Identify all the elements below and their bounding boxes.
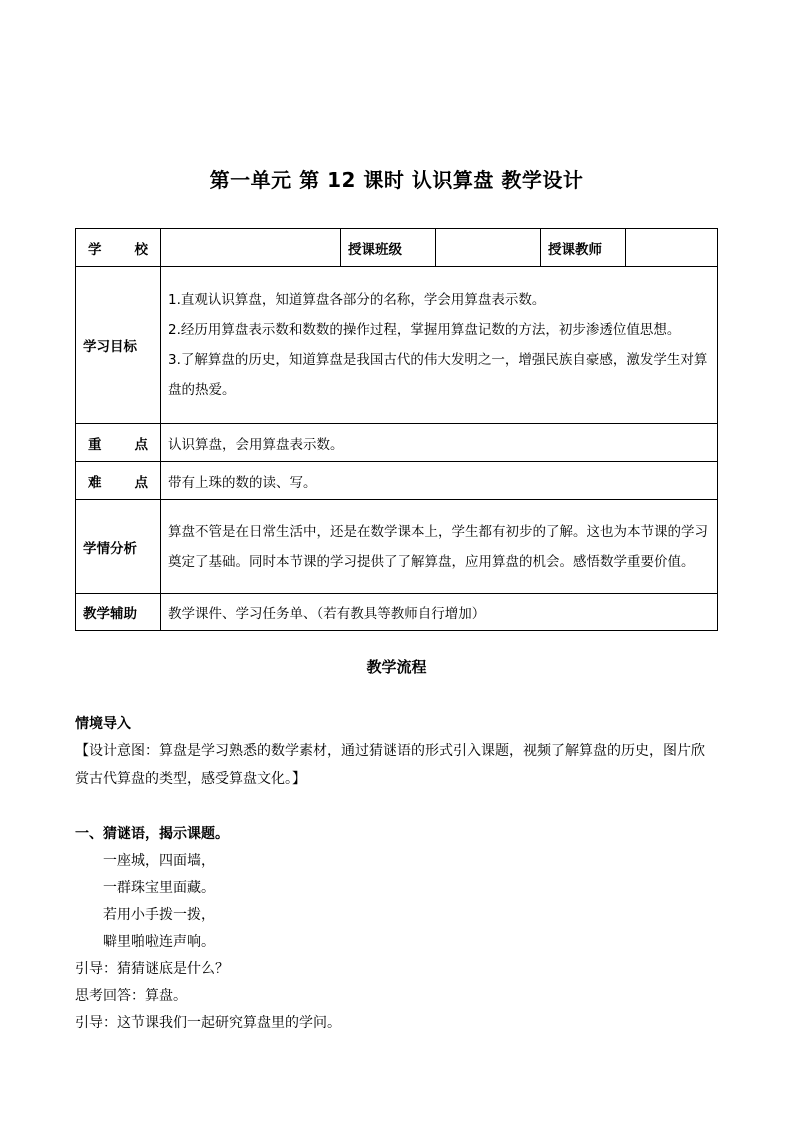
info-row-key <box>76 424 718 462</box>
design-intent: 【设计意图：算盘是学习熟悉的数学素材，通过猜谜语的形式引入课题，视频了解算盘的历史，图片欣赏古代算盘的类型，感受算盘文化。】 <box>75 743 705 787</box>
class-label: 授课班级 <box>341 229 436 267</box>
step-heading: 一、猜谜语，揭示课题。 <box>75 826 229 842</box>
class-value <box>436 229 541 267</box>
lesson-info-table <box>75 228 718 631</box>
school-value <box>161 229 341 267</box>
info-row-school <box>76 229 718 267</box>
objective-item: 1.直观认识算盘，知道算盘各部分的名称，学会用算盘表示数。 <box>168 292 546 308</box>
riddle-line: 噼里啪啦连声响。 <box>103 934 215 950</box>
aids-value: 教学课件、学习任务单、（若有教具等教师自行增加） <box>161 594 718 631</box>
teacher-label: 授课教师 <box>541 229 626 267</box>
aids-label: 教学辅助 <box>76 594 161 631</box>
teacher-value <box>626 229 718 267</box>
objective-item: 3.了解算盘的历史，知道算盘是我国古代的伟大发明之一，增强民族自豪感，激发学生对算盘的热爱。 <box>168 352 708 398</box>
flow-title: 教学流程 <box>366 658 427 676</box>
analysis-value: 算盘不管是在日常生活中，还是在数学课本上，学生都有初步的了解。这也为本节课的学习奠定了基础。同时本节课的学习提供了了解算盘，应用算盘的机会。感悟数学重要价值。 <box>161 500 718 594</box>
key-label: 重 点 <box>76 424 161 462</box>
school-label: 学 校 <box>76 229 161 267</box>
document-title: 第一单元 第 12 课时 认识算盘 教学设计 <box>209 168 584 192</box>
info-row-aids <box>76 594 718 631</box>
objectives-cell <box>161 267 718 424</box>
objective-item: 2.经历用算盘表示数和数数的操作过程，掌握用算盘记数的方法，初步渗透位值思想。 <box>168 322 681 338</box>
objectives-label: 学习目标 <box>76 267 161 424</box>
riddle-line: 若用小手拨一拨， <box>103 907 215 923</box>
difficulty-label: 难 点 <box>76 462 161 500</box>
key-value: 认识算盘，会用算盘表示数。 <box>161 424 718 462</box>
info-row-difficulty <box>76 462 718 500</box>
section-heading: 情境导入 <box>75 716 131 732</box>
guide-text: 引导：这节课我们一起研究算盘里的学问。 <box>75 1015 341 1031</box>
riddle-line: 一座城，四面墙， <box>103 853 215 869</box>
info-row-analysis <box>76 500 718 594</box>
analysis-label: 学情分析 <box>76 500 161 594</box>
info-row-objectives <box>76 267 718 424</box>
answer-text: 思考回答：算盘。 <box>75 988 187 1004</box>
guide-text: 引导：猜猜谜底是什么？ <box>75 961 229 977</box>
difficulty-value: 带有上珠的数的读、写。 <box>161 462 718 500</box>
riddle-line: 一群珠宝里面藏。 <box>103 880 215 896</box>
